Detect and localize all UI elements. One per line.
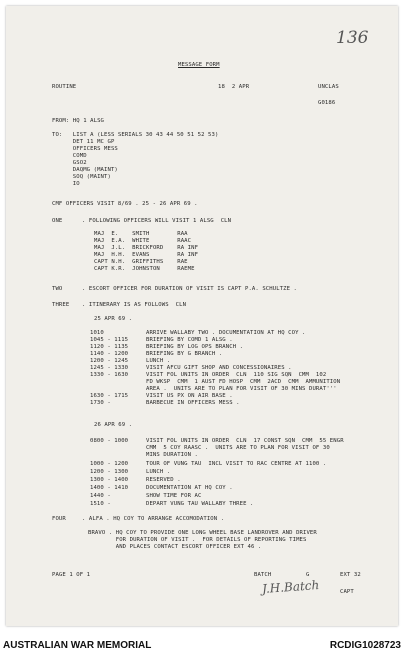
para-one-number: ONE [52, 218, 63, 224]
para-three-text: . ITINERARY IS AS FOLLOWS CLN [82, 302, 187, 308]
precedence: ROUTINE [52, 84, 77, 90]
officer-row: CAPT K.R. JOHNSTON RAEME [94, 266, 195, 272]
itinerary-time: 1140 - 1200 [90, 351, 129, 357]
to-line: DET 11 MC GP [52, 139, 115, 145]
itinerary-activity: BRIEFING BY G BRANCH . [146, 351, 223, 357]
to-line: TO: LIST A (LESS SERIALS 30 43 44 50 51 52 53) [52, 132, 219, 138]
itinerary-time: 0800 - 1000 [90, 438, 129, 444]
itinerary-time: 1300 - 1400 [90, 477, 129, 483]
archive-name: AUSTRALIAN WAR MEMORIAL [3, 640, 152, 651]
folio-number: 136 [336, 28, 369, 48]
itinerary-time: 1245 - 1330 [90, 365, 129, 371]
itinerary-time: 1630 - 1715 [90, 393, 129, 399]
officer-row: MAJ E. SMITH RAA [94, 231, 188, 237]
to-line: COMD [52, 153, 87, 159]
page-number: PAGE 1 OF 1 [52, 572, 91, 578]
itinerary-activity: LUNCH . [146, 358, 171, 364]
message-form-sheet [6, 6, 398, 626]
to-line: SOQ (MAINT) [52, 174, 111, 180]
signer-rank: CAPT [340, 589, 354, 595]
itinerary-activity: BRIEFING BY COMD 1 ALSG . [146, 337, 233, 343]
to-line: GSO2 [52, 160, 87, 166]
date-time-group: 18 2 APR [218, 84, 250, 90]
message-reference: G0186 [318, 100, 336, 106]
officer-row: CAPT N.H. GRIFFITHS RAE [94, 259, 188, 265]
itinerary-activity: RESERVED . [146, 477, 181, 483]
para-four-alfa: . ALFA . HQ COY TO ARRANGE ACCOMODATION . [82, 516, 225, 522]
itinerary-time: 1440 - [90, 493, 111, 499]
itinerary-time: 1120 - 1135 [90, 344, 129, 350]
officer-row: MAJ E.A. WHITE RAAC [94, 238, 192, 244]
itinerary-activity: MINS DURATION . [146, 452, 199, 458]
itinerary-activity: BRIEFING BY LOG OPS BRANCH . [146, 344, 244, 350]
to-line: DAQMG (MAINT) [52, 167, 118, 173]
form-title: MESSAGE FORM [178, 62, 220, 68]
itinerary-time: 1010 [90, 330, 104, 336]
itinerary-activity: VISIT FOL UNITS IN ORDER CLN 17 CONST SQN CMM 55 ENGR [146, 438, 344, 444]
itinerary-activity: DEPART VUNG TAU WALLABY THREE . [146, 501, 254, 507]
para-four-bravo-line: FOR DURATION OF VISIT . FOR DETAILS OF REPORTING TIMES [88, 537, 307, 543]
handwritten-signature: J.H.Batch [261, 578, 320, 596]
itinerary-activity: SHOW TIME FOR AC [146, 493, 202, 499]
itinerary-activity: TOUR OF VUNG TAU INCL VISIT TO RAC CENTRE AT 1100 . [146, 461, 327, 467]
itinerary-time: 1510 - [90, 501, 111, 507]
para-three-number: THREE [52, 302, 70, 308]
itinerary-time: 1200 - 1245 [90, 358, 129, 364]
itinerary-activity: ARRIVE WALLABY TWO . DOCUMENTATION AT HQ COY . [146, 330, 306, 336]
itinerary-time: 1000 - 1200 [90, 461, 129, 467]
itinerary-activity: CMM 5 COY RAASC . UNITS ARE TO PLAN FOR VISIT OF 30 [146, 445, 330, 451]
archive-record-id: RCDIG1028723 [329, 640, 401, 651]
itinerary-day-heading: 25 APR 69 . [94, 316, 133, 322]
itinerary-time: 1730 - [90, 400, 111, 406]
itinerary-activity: VISIT US PX ON AIR BASE . [146, 393, 233, 399]
classification: UNCLAS [318, 84, 339, 90]
from-line: FROM: HQ 1 ALSG [52, 118, 105, 124]
para-four-bravo-line: AND PLACES CONTACT ESCORT OFFICER EXT 46 . [88, 544, 262, 550]
itinerary-activity: LUNCH . [146, 469, 171, 475]
para-four-bravo-line: BRAVO . HQ COY TO PROVIDE ONE LONG WHEEL BASE LANDROVER AND DRIVER [88, 530, 317, 536]
itinerary-time: 1330 - 1630 [90, 372, 129, 378]
signer-name: BATCH [254, 572, 272, 578]
para-one-text: . FOLLOWING OFFICERS WILL VISIT 1 ALSG CLN [82, 218, 232, 224]
itinerary-time: 1400 - 1410 [90, 485, 129, 491]
to-line: IO [52, 181, 80, 187]
archive-footer [0, 636, 404, 654]
subject-line: CMF OFFICERS VISIT 8/69 . 25 - 26 APR 69 . [52, 201, 198, 207]
para-two-number: TWO [52, 286, 63, 292]
itinerary-activity: BARBECUE IN OFFICERS MESS . [146, 400, 240, 406]
officer-row: MAJ H.H. EVANS RA INF [94, 252, 199, 258]
signer-initial: G [306, 572, 310, 578]
to-line: OFFICERS MESS [52, 146, 118, 152]
officer-row: MAJ J.L. BRICKFORD RA INF [94, 245, 199, 251]
itinerary-activity: DOCUMENTATION AT HQ COY . [146, 485, 233, 491]
itinerary-activity: VISIT AFCU GIFT SHOP AND CONCESSIONAIRES . [146, 365, 292, 371]
itinerary-activity: FD WKSP CMM 1 AUST FD HOSP CMM 2ACD CMM AMMUNITION [146, 379, 341, 385]
itinerary-activity: VISIT FOL UNITS IN ORDER CLN 110 SIG SQN CMM 102 [146, 372, 327, 378]
itinerary-time: 1200 - 1300 [90, 469, 129, 475]
para-four-number: FOUR [52, 516, 66, 522]
signer-extension: EXT 32 [340, 572, 361, 578]
itinerary-time: 1045 - 1115 [90, 337, 129, 343]
itinerary-activity: AREA . UNITS ARE TO PLAN FOR VISIT OF 30 MINS DURAT''' [146, 386, 337, 392]
para-two-text: . ESCORT OFFICER FOR DURATION OF VISIT IS CAPT P.A. SCHULTZE . [82, 286, 297, 292]
itinerary-day-heading: 26 APR 69 . [94, 422, 133, 428]
